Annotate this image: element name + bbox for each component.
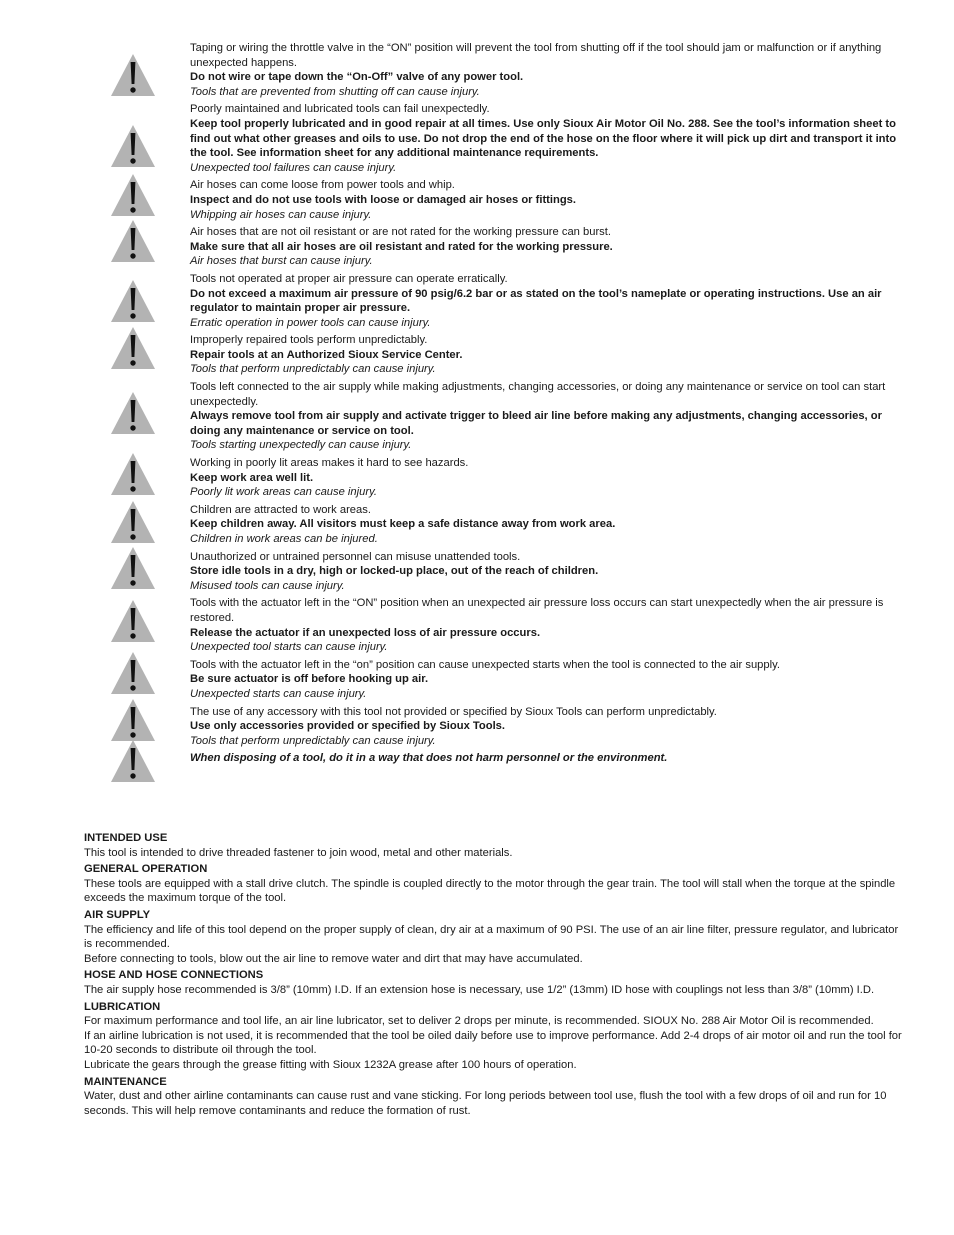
- warning-action: Do not wire or tape down the “On-Off” valve of any power tool.: [190, 71, 524, 84]
- warning-action: Keep tool properly lubricated and in good repair at all times. Use only Sioux Air Motor Oil No. 288. See the tool’s information sheet to find out what other greases and oils to use. Do not drop the end of the hose on the floor where it will pick up dirt and transport it into the tool. See information sheet for any additional maintenance requirements.: [190, 117, 897, 160]
- warning-item: [0, 41, 908, 99]
- warning-triangle-icon: [109, 738, 157, 784]
- section-paragraph: The air supply hose recommended is 3/8” (10mm) I.D. If an extension hose is necessary, use 1/2” (13mm) ID hose with couplings not less than 3/8” (10mm) I.D.: [84, 983, 875, 996]
- warning-action: Be sure actuator is off before hooking up air.: [190, 673, 429, 686]
- warning-item: [0, 333, 908, 377]
- section-heading: MAINTENANCE: [84, 1075, 167, 1088]
- warning-text: [190, 503, 908, 547]
- section-paragraph: Water, dust and other airline contaminants can cause rust and vane sticking. For long periods between tool use, flush the tool with a few drops of oil and run for 10 seconds. This will help remove contaminants and reduce the formation of rust.: [84, 1090, 887, 1117]
- warning-action: Keep children away. All visitors must keep a safe distance away from work area.: [190, 518, 616, 531]
- warning-item: [0, 178, 908, 222]
- warning-hazard: Improperly repaired tools perform unpredictably.: [190, 334, 428, 347]
- warning-hazard: Unauthorized or untrained personnel can misuse unattended tools.: [190, 550, 521, 563]
- warning-action: Make sure that all air hoses are oil resistant and rated for the working pressure.: [190, 240, 613, 253]
- warning-hazard: Air hoses that are not oil resistant or are not rated for the working pressure can burst.: [190, 226, 611, 239]
- warning-triangle-icon: [109, 172, 157, 218]
- warning-item: [0, 456, 908, 500]
- warning-text: [190, 225, 908, 269]
- disposal-warning: When disposing of a tool, do it in a way that does not harm personnel or the environment.: [190, 752, 668, 765]
- warning-consequence: Tools starting unexpectedly can cause injury.: [190, 439, 412, 452]
- warning-consequence: Unexpected tool failures can cause injury.: [190, 161, 397, 174]
- warning-hazard: Tools with the actuator left in the “on” position can cause unexpected starts when the tool is connected to the air supply.: [190, 658, 780, 671]
- warning-item-final: [0, 751, 908, 791]
- warning-item: [0, 658, 908, 702]
- warning-item: [0, 225, 908, 269]
- warning-triangle-icon: [109, 218, 157, 264]
- warning-action: Keep work area well lit.: [190, 471, 314, 484]
- section-paragraph: For maximum performance and tool life, an air line lubricator, set to deliver 2 drops per minute, is recommended. SIOUX No. 288 Air Motor Oil is recommended.: [84, 1015, 874, 1028]
- warning-triangle-icon: [109, 499, 157, 545]
- section-paragraph: Before connecting to tools, blow out the air line to remove water and dirt that may have accumulated.: [84, 952, 583, 965]
- warning-text: [190, 41, 908, 99]
- warning-hazard: The use of any accessory with this tool not provided or specified by Sioux Tools can perform unpredictably.: [190, 705, 717, 718]
- warnings-list: [0, 41, 954, 794]
- warning-hazard: Tools not operated at proper air pressure can operate erratically.: [190, 272, 508, 285]
- warning-text: [190, 333, 908, 377]
- section-heading: LUBRICATION: [84, 1000, 161, 1013]
- section-paragraph: Lubricate the gears through the grease fitting with Sioux 1232A grease after 100 hours of operation.: [84, 1058, 577, 1071]
- warning-action: Inspect and do not use tools with loose or damaged air hoses or fittings.: [190, 193, 577, 206]
- warning-item: [0, 380, 908, 453]
- section-air-supply: [84, 908, 906, 966]
- warning-consequence: Whipping air hoses can cause injury.: [190, 208, 372, 221]
- section-paragraph: This tool is intended to drive threaded fastener to join wood, metal and other materials.: [84, 846, 513, 859]
- warning-consequence: Misused tools can cause injury.: [190, 579, 345, 592]
- info-sections: [84, 829, 906, 1118]
- warning-hazard: Children are attracted to work areas.: [190, 503, 371, 516]
- warning-consequence: Tools that are prevented from shutting off can cause injury.: [190, 85, 480, 98]
- warning-consequence: Children in work areas can be injured.: [190, 533, 378, 545]
- warning-triangle-icon: [109, 278, 157, 324]
- section-heading: AIR SUPPLY: [84, 908, 151, 921]
- warning-action: Use only accessories provided or specified by Sioux Tools.: [190, 720, 506, 733]
- warning-hazard: Tools left connected to the air supply while making adjustments, changing accessories, or doing any maintenance or service on tool can start unexpectedly.: [190, 381, 886, 408]
- section-paragraph: The efficiency and life of this tool depend on the proper supply of clean, dry air at a maximum of 90 PSI. The use of an air line filter, pressure regulator, and lubricator is recommended.: [84, 923, 899, 951]
- warning-action: Store idle tools in a dry, high or locked-up place, out of the reach of children.: [190, 565, 599, 578]
- warning-consequence: Air hoses that burst can cause injury.: [190, 255, 373, 268]
- warning-triangle-icon: [109, 52, 157, 98]
- warning-item: [0, 550, 908, 594]
- warning-action: Repair tools at an Authorized Sioux Service Center.: [190, 348, 463, 361]
- warning-hazard: Working in poorly lit areas makes it hard to see hazards.: [190, 457, 469, 470]
- warning-consequence: Tools that perform unpredictably can cause injury.: [190, 363, 436, 376]
- warning-triangle-icon: [109, 390, 157, 436]
- section-intended-use: [84, 831, 906, 860]
- warning-consequence: Erratic operation in power tools can cause injury.: [190, 316, 431, 329]
- warning-item: [0, 503, 908, 547]
- warning-consequence: Unexpected starts can cause injury.: [190, 687, 367, 700]
- warning-text: [190, 751, 908, 766]
- warning-hazard: Air hoses can come loose from power tools and whip.: [190, 179, 455, 192]
- warning-action: Release the actuator if an unexpected loss of air pressure occurs.: [190, 626, 541, 639]
- section-maintenance: [84, 1075, 906, 1119]
- warning-text: [190, 272, 908, 330]
- warning-item: [0, 596, 908, 654]
- section-lubrication: [84, 1000, 906, 1073]
- warning-triangle-icon: [109, 650, 157, 696]
- warning-hazard: Tools with the actuator left in the “ON” position when an unexpected air pressure loss occurs can start unexpectedly when the air pressure is restored.: [190, 597, 884, 624]
- section-heading: GENERAL OPERATION: [84, 863, 208, 876]
- warning-consequence: Unexpected tool starts can cause injury.: [190, 641, 388, 654]
- warning-triangle-icon: [109, 451, 157, 497]
- warning-text: [190, 658, 908, 702]
- warning-text: [190, 456, 908, 500]
- warning-action: Do not exceed a maximum air pressure of 90 psig/6.2 bar or as stated on the tool’s nameplate or operating instructions. Use an air regulator to maintain proper air pressure.: [190, 287, 882, 315]
- section-heading: HOSE AND HOSE CONNECTIONS: [84, 969, 264, 982]
- warning-hazard: Taping or wiring the throttle valve in the “ON” position will prevent the tool from shutting off if the tool should jam or malfunction or if anything unexpected happens.: [190, 42, 882, 69]
- warning-text: [190, 550, 908, 594]
- section-hose-connections: [84, 968, 906, 997]
- warning-text: [190, 705, 908, 749]
- warning-action: Always remove tool from air supply and activate trigger to bleed air line before making any adjustments, changing accessories, or doing any maintenance or service on tool.: [190, 410, 882, 437]
- warning-hazard: Poorly maintained and lubricated tools can fail unexpectedly.: [190, 103, 490, 116]
- section-heading: INTENDED USE: [84, 832, 168, 844]
- warning-item: [0, 272, 908, 330]
- warning-text: [190, 178, 908, 222]
- section-paragraph: These tools are equipped with a stall drive clutch. The spindle is coupled directly to the motor through the gear train. The tool will stall when the torque at the spindle exceeds the maximum torque of the tool.: [84, 877, 896, 905]
- warning-triangle-icon: [109, 598, 157, 644]
- warning-item: [0, 102, 908, 175]
- warning-consequence: Tools that perform unpredictably can cause injury.: [190, 734, 436, 747]
- section-paragraph: If an airline lubrication is not used, it is recommended that the tool be oiled daily before use to improve performance. Add 2-4 drops of air motor oil and run the tool for 10-20 seconds to distribute oil through the tool.: [84, 1029, 902, 1057]
- warning-text: [190, 380, 908, 453]
- warning-text: [190, 102, 908, 175]
- warning-triangle-icon: [109, 697, 157, 743]
- section-general-operation: [84, 862, 906, 906]
- warning-triangle-icon: [109, 545, 157, 591]
- warning-triangle-icon: [109, 123, 157, 169]
- warning-consequence: Poorly lit work areas can cause injury.: [190, 486, 377, 499]
- warning-text: [190, 596, 908, 654]
- warning-triangle-icon: [109, 325, 157, 371]
